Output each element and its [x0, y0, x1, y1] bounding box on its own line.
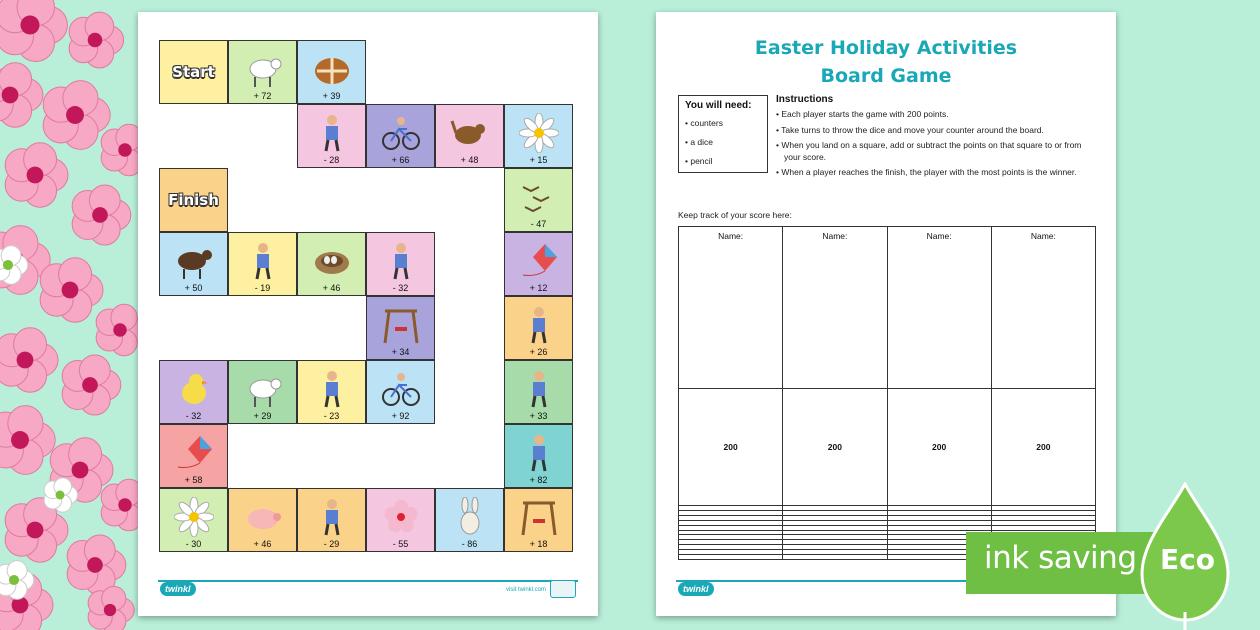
- board-square: [297, 40, 366, 104]
- score-cell[interactable]: [679, 555, 783, 560]
- square-points: - 28: [323, 155, 340, 165]
- instruction-item: • When a player reaches the finish, the player with the most points is the winner.: [776, 167, 1077, 177]
- square-points: - 47: [530, 219, 547, 229]
- daisy-icon: [174, 497, 214, 537]
- square-points: + 46: [322, 283, 341, 293]
- kite-icon: [519, 241, 559, 281]
- square-points: + 66: [391, 155, 410, 165]
- dog-walk-icon: [519, 369, 559, 409]
- square-points: + 48: [460, 155, 479, 165]
- daisy-icon: [519, 113, 559, 153]
- children-play-icon: [243, 241, 283, 281]
- start-score-row: [679, 388, 1096, 506]
- board-square: [297, 360, 366, 424]
- square-points: + 34: [391, 347, 410, 357]
- lamb-icon: [243, 369, 283, 409]
- square-points: + 82: [529, 475, 548, 485]
- title-line-1: Easter Holiday Activities: [754, 37, 1018, 59]
- start-label: Start: [172, 63, 215, 81]
- title-line-2: Board Game: [820, 65, 952, 87]
- board-square: [504, 232, 573, 296]
- lamb-icon: [243, 49, 283, 89]
- board-square: [366, 104, 435, 168]
- finish-square: [159, 168, 228, 232]
- need-item: • a dice: [685, 137, 714, 147]
- board-square: [504, 104, 573, 168]
- board-square: [228, 40, 297, 104]
- score-cell[interactable]: [783, 555, 887, 560]
- square-points: + 46: [253, 539, 272, 549]
- start-score-cell: 200: [783, 388, 887, 506]
- square-points: - 30: [185, 539, 202, 549]
- board-square: [504, 168, 573, 232]
- board-square: [366, 296, 435, 360]
- board-square: [228, 360, 297, 424]
- nest-icon: [312, 241, 352, 281]
- need-heading: You will need:: [685, 100, 752, 111]
- chick-icon: [174, 369, 214, 409]
- finish-label: Finish: [168, 191, 219, 209]
- square-points: + 15: [529, 155, 548, 165]
- board-square: [366, 488, 435, 552]
- score-table: [678, 226, 1096, 560]
- board-square: [159, 488, 228, 552]
- start-score-cell: 200: [679, 388, 783, 506]
- cherry-blossom-decoration: [0, 0, 150, 630]
- start-score-cell: 200: [887, 388, 991, 506]
- board-square: [435, 488, 504, 552]
- name-column-header[interactable]: Name:: [783, 227, 887, 389]
- twinkl-logo: twinkl: [160, 582, 196, 596]
- square-points: - 29: [323, 539, 340, 549]
- square-points: + 26: [529, 347, 548, 357]
- square-points: - 86: [461, 539, 478, 549]
- square-points: - 32: [185, 411, 202, 421]
- instruction-item: • Take turns to throw the dice and move your counter around the board.: [776, 124, 1044, 135]
- watering-girl-icon: [312, 369, 352, 409]
- square-points: + 12: [529, 283, 548, 293]
- instructions-heading: Instructions: [776, 94, 834, 105]
- need-item: • counters: [685, 118, 723, 128]
- twinkl-logo: twinkl: [678, 582, 714, 596]
- reading-boy-icon: [519, 433, 559, 473]
- board-square: [228, 488, 297, 552]
- board-square: [435, 104, 504, 168]
- name-column-header[interactable]: Name:: [887, 227, 991, 389]
- square-points: + 92: [391, 411, 410, 421]
- gardening-icon: [312, 497, 352, 537]
- board-square: [159, 360, 228, 424]
- board-square: [297, 104, 366, 168]
- page-title: [656, 34, 1116, 90]
- hiker-icon: [381, 241, 421, 281]
- square-points: + 39: [322, 91, 341, 101]
- board-square: [159, 424, 228, 488]
- board-square: [297, 488, 366, 552]
- footer-url: visit twinkl.com: [505, 587, 546, 593]
- instruction-item: • When you land on a square, add or subtract the points on that square to or from your score.: [776, 140, 1082, 162]
- blossom-icon: [381, 497, 421, 537]
- eco-badge-label: Eco: [1160, 543, 1215, 576]
- instruction-item: • Each player starts the game with 200 points.: [776, 109, 949, 119]
- goat-icon: [174, 241, 214, 281]
- score-sheet-page: [656, 12, 1116, 616]
- board-square: [366, 360, 435, 424]
- board-square: [504, 360, 573, 424]
- family-walk-icon: [519, 305, 559, 345]
- square-points: - 32: [392, 283, 409, 293]
- board-square: [297, 232, 366, 296]
- children-tv-icon: [312, 113, 352, 153]
- wren-bird-icon: [450, 113, 490, 153]
- kite-icon: [174, 433, 214, 473]
- score-header-row: [679, 227, 1096, 389]
- name-column-header[interactable]: Name:: [679, 227, 783, 389]
- bike-icon: [381, 113, 421, 153]
- ducks-icon: [519, 177, 559, 217]
- you-will-need-box: [678, 95, 768, 173]
- hot-cross-bun-icon: [312, 49, 352, 89]
- start-square: [159, 40, 228, 104]
- square-points: + 29: [253, 411, 272, 421]
- piglet-icon: [243, 497, 283, 537]
- square-points: + 58: [184, 475, 203, 485]
- keep-track-label: Keep track of your score here:: [678, 210, 792, 220]
- board-square: [504, 424, 573, 488]
- square-points: - 23: [323, 411, 340, 421]
- start-score-cell: 200: [991, 388, 1095, 506]
- square-points: - 55: [392, 539, 409, 549]
- bunny-icon: [450, 497, 490, 537]
- swing-icon: [381, 305, 421, 345]
- swing-icon: [519, 497, 559, 537]
- board-square: [228, 232, 297, 296]
- need-item: • pencil: [685, 156, 713, 166]
- square-points: - 19: [254, 283, 271, 293]
- square-points: + 50: [184, 283, 203, 293]
- board-square: [159, 232, 228, 296]
- ink-saving-label: ink saving: [984, 540, 1137, 576]
- square-points: + 33: [529, 411, 548, 421]
- board-square: [504, 296, 573, 360]
- instructions: [776, 94, 1098, 179]
- square-points: + 72: [253, 91, 272, 101]
- footer-badge-icon: [550, 580, 576, 598]
- name-column-header[interactable]: Name:: [991, 227, 1095, 389]
- square-points: + 18: [529, 539, 548, 549]
- footer-divider: [158, 580, 578, 582]
- board-square: [366, 232, 435, 296]
- bike-icon: [381, 369, 421, 409]
- board-game-page: [138, 12, 598, 616]
- board-square: [504, 488, 573, 552]
